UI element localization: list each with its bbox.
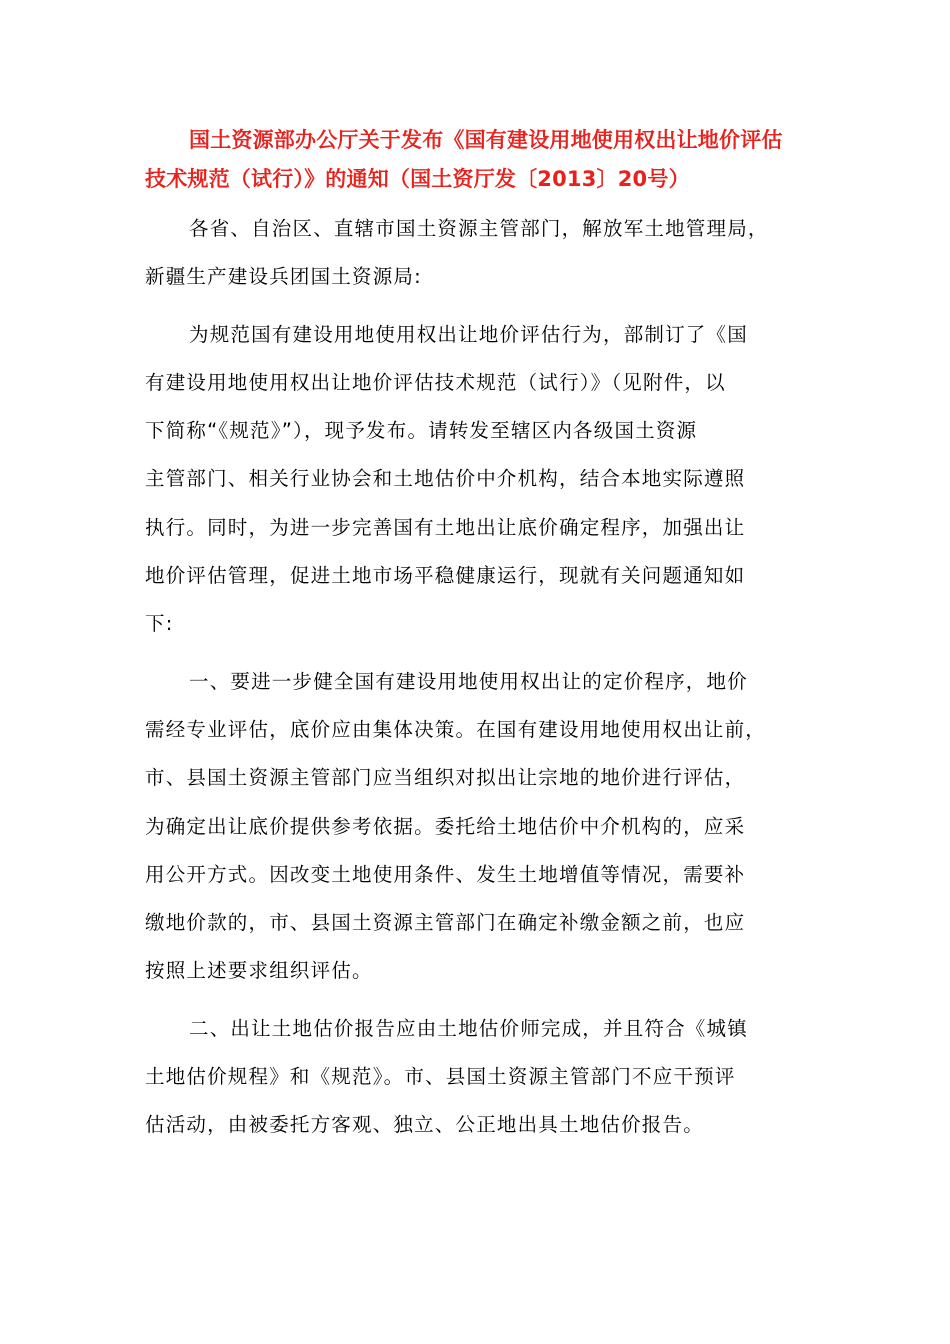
paragraph-item-2 bbox=[145, 1005, 845, 1150]
text-line: 二、出让土地估价报告应由土地估价师完成，并且符合《城镇 bbox=[189, 1016, 748, 1040]
text-line: 地价评估管理，促进土地市场平稳健康运行，现就有关问题通知如 bbox=[145, 564, 746, 588]
text-line: 各省、自治区、直辖市国土资源主管部门，解放军土地管理局， bbox=[189, 217, 769, 240]
text-line: 为确定出让底价提供参考依据。委托给土地估价中介机构的，应采 bbox=[145, 814, 746, 838]
text-line: 缴地价款的，市、县国土资源主管部门在确定补缴金额之前，也应 bbox=[145, 911, 746, 935]
paragraph-item-1 bbox=[145, 658, 845, 996]
title-line-2: 技术规范（试行）》的通知（国土资厅发〔2013〕20号） bbox=[145, 167, 690, 191]
text-line: 有建设用地使用权出让地价评估技术规范（试行）》（见附件，以 bbox=[145, 370, 726, 394]
text-line: 按照上述要求组织评估。 bbox=[145, 959, 373, 983]
text-line: 执行。同时，为进一步完善国有土地出让底价确定程序，加强出让 bbox=[145, 515, 746, 539]
text-line: 下: bbox=[145, 612, 174, 636]
text-line: 下简称“《规范》”），现予发布。请转发至辖区内各级国土资源 bbox=[145, 419, 698, 443]
paragraph-salutation bbox=[145, 205, 845, 302]
document-title bbox=[145, 121, 835, 199]
text-line: 估活动，由被委托方客观、独立、公正地出具土地估价报告。 bbox=[145, 1113, 704, 1137]
text-line: 用公开方式。因改变土地使用条件、发生土地增值等情况，需要补 bbox=[145, 862, 746, 886]
text-line: 土地估价规程》和《规范》。市、县国土资源主管部门不应干预评 bbox=[145, 1065, 736, 1089]
text-line: 为规范国有建设用地使用权出让地价评估行为，部制订了《国 bbox=[189, 322, 748, 346]
text-line: 一、要进一步健全国有建设用地使用权出让的定价程序，地价 bbox=[189, 669, 748, 693]
text-line: 新疆生产建设兵团国土资源局: bbox=[145, 265, 422, 289]
text-line: 需经专业评估，底价应由集体决策。在国有建设用地使用权出让前， bbox=[145, 717, 767, 741]
paragraph-intro bbox=[145, 311, 845, 649]
text-line: 主管部门、相关行业协会和土地估价中介机构，结合本地实际遵照 bbox=[145, 467, 746, 491]
title-line-1: 国土资源部办公厅关于发布《国有建设用地使用权出让地价评估 bbox=[189, 128, 783, 152]
document-body bbox=[145, 205, 845, 1159]
text-line: 市、县国土资源主管部门应当组织对拟出让宗地的地价进行评估， bbox=[145, 766, 746, 790]
